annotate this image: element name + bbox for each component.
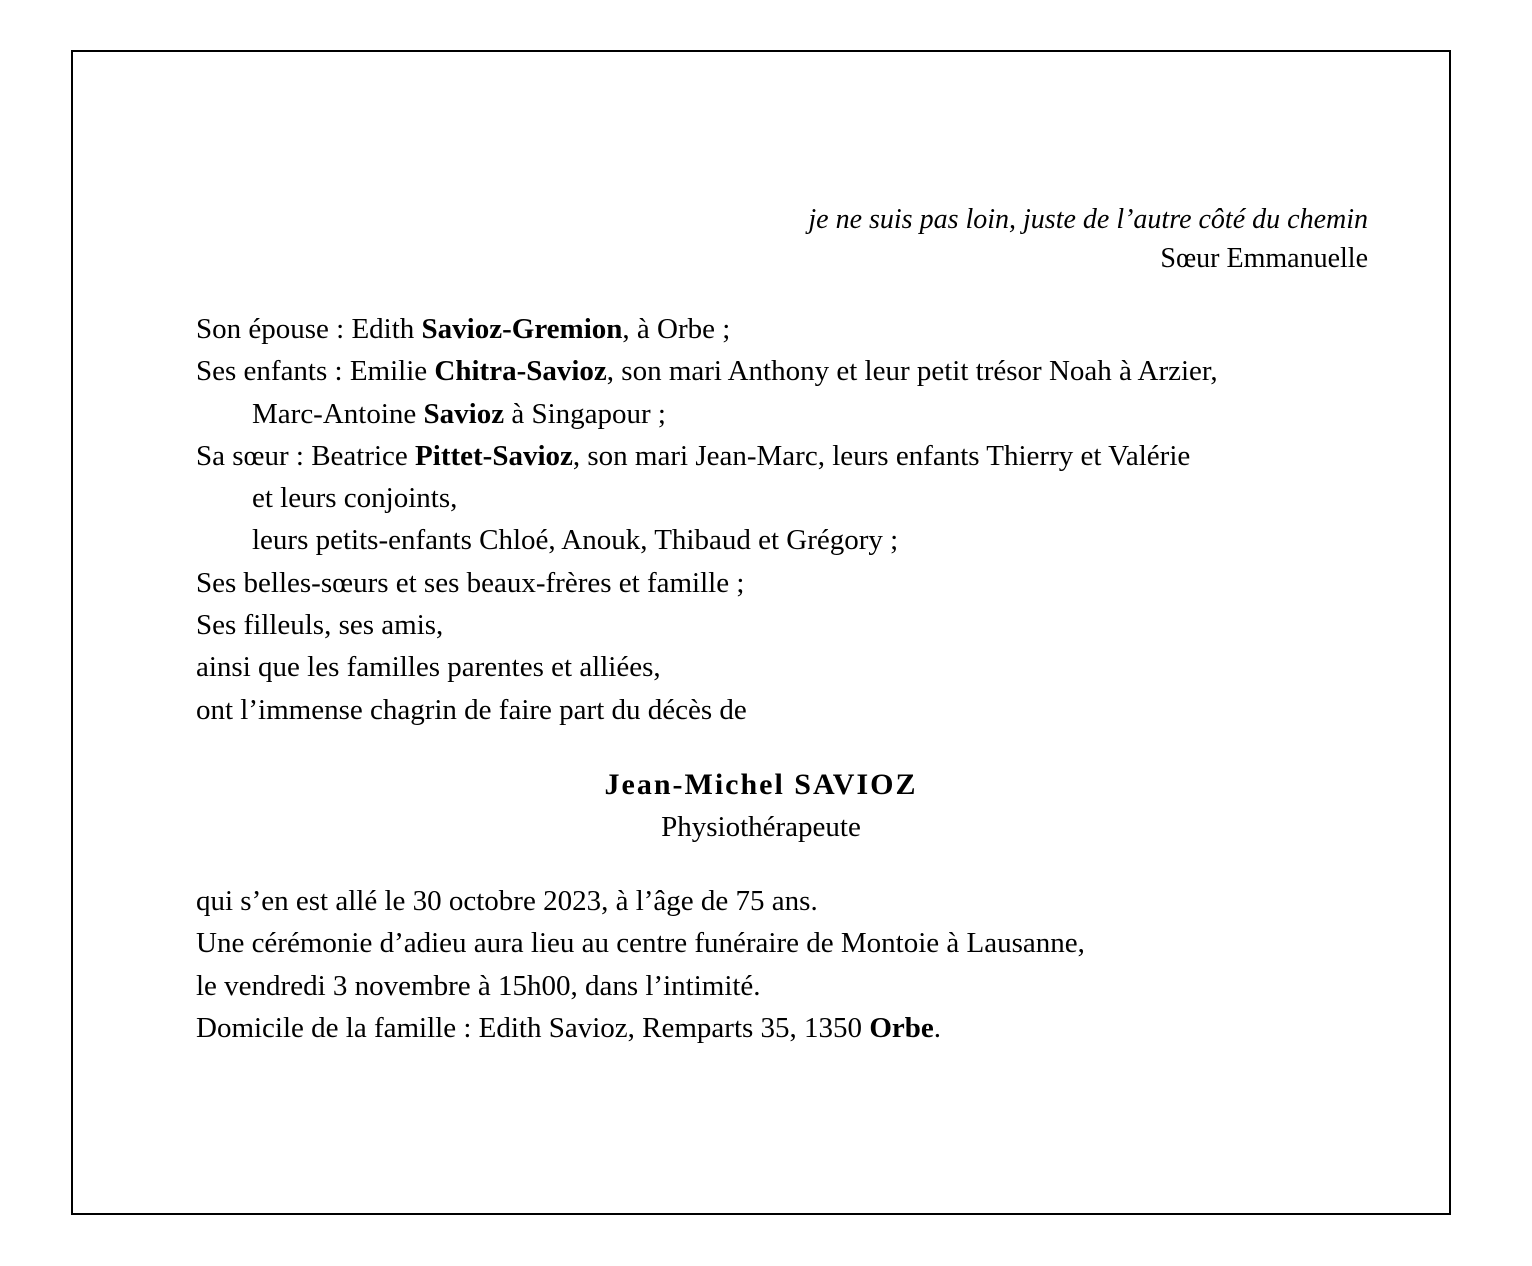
epigraph-quote: je ne suis pas loin, juste de l’autre côté du chemin: [808, 204, 1368, 235]
death-line: qui s’en est allé le 30 octobre 2023, à l’âge de 75 ans.: [196, 885, 818, 917]
epigraph-author: Sœur Emmanuelle: [1160, 243, 1368, 274]
deceased-block: [71, 764, 1451, 848]
children-cont-name: Savioz: [423, 397, 505, 430]
relatives-line: ainsi que les familles parentes et alliées,: [196, 651, 661, 684]
family-list: [196, 308, 1396, 731]
sister-line: [196, 435, 1396, 477]
spouse-name: Savioz-Gremion: [421, 313, 623, 345]
epigraph: [808, 200, 1368, 278]
ceremony-line: Une cérémonie d’adieu aura lieu au centre funéraire de Montoie à Lausanne,: [196, 927, 1085, 960]
children-prefix: Ses enfants : Emilie: [196, 355, 435, 388]
deceased-name: Jean-Michel SAVIOZ: [604, 768, 918, 801]
children-cont-prefix: Marc-Antoine: [252, 397, 424, 430]
ceremony-date-line: le vendredi 3 novembre à 15h00, dans l’intimité.: [196, 969, 761, 1002]
announcement-line: ont l’immense chagrin de faire part du décès de: [196, 693, 747, 726]
friends-line: Ses filleuls, ses amis,: [196, 609, 444, 642]
address-line: [196, 1007, 1396, 1049]
children-name: Chitra-Savioz: [434, 355, 607, 388]
sister-name: Pittet-Savioz: [415, 439, 573, 472]
sister-continuation-2: leurs petits-enfants Chloé, Anouk, Thibaud et Grégory ;: [252, 524, 899, 557]
sister-continuation-1: et leurs conjoints,: [252, 482, 458, 515]
in-laws-line: Ses belles-sœurs et ses beaux-frères et famille ;: [196, 566, 745, 599]
spouse-suffix: , à Orbe ;: [622, 313, 731, 345]
closing-block: [196, 880, 1396, 1049]
deceased-profession: Physiothérapeute: [661, 811, 861, 843]
address-suffix: .: [933, 1011, 941, 1044]
spouse-line: [196, 308, 1396, 350]
spouse-prefix: Son épouse : Edith: [196, 313, 422, 345]
children-continuation: [196, 393, 1396, 435]
sister-prefix: Sa sœur : Beatrice: [196, 439, 416, 472]
children-cont-suffix: à Singapour ;: [504, 397, 666, 430]
children-line: [196, 350, 1396, 392]
children-suffix: , son mari Anthony et leur petit trésor Noah à Arzier,: [606, 355, 1218, 388]
sister-suffix: , son mari Jean-Marc, leurs enfants Thierry et Valérie: [572, 439, 1191, 472]
address-prefix: Domicile de la famille : Edith Savioz, Remparts 35, 1350: [196, 1011, 870, 1044]
address-town: Orbe: [869, 1011, 934, 1044]
